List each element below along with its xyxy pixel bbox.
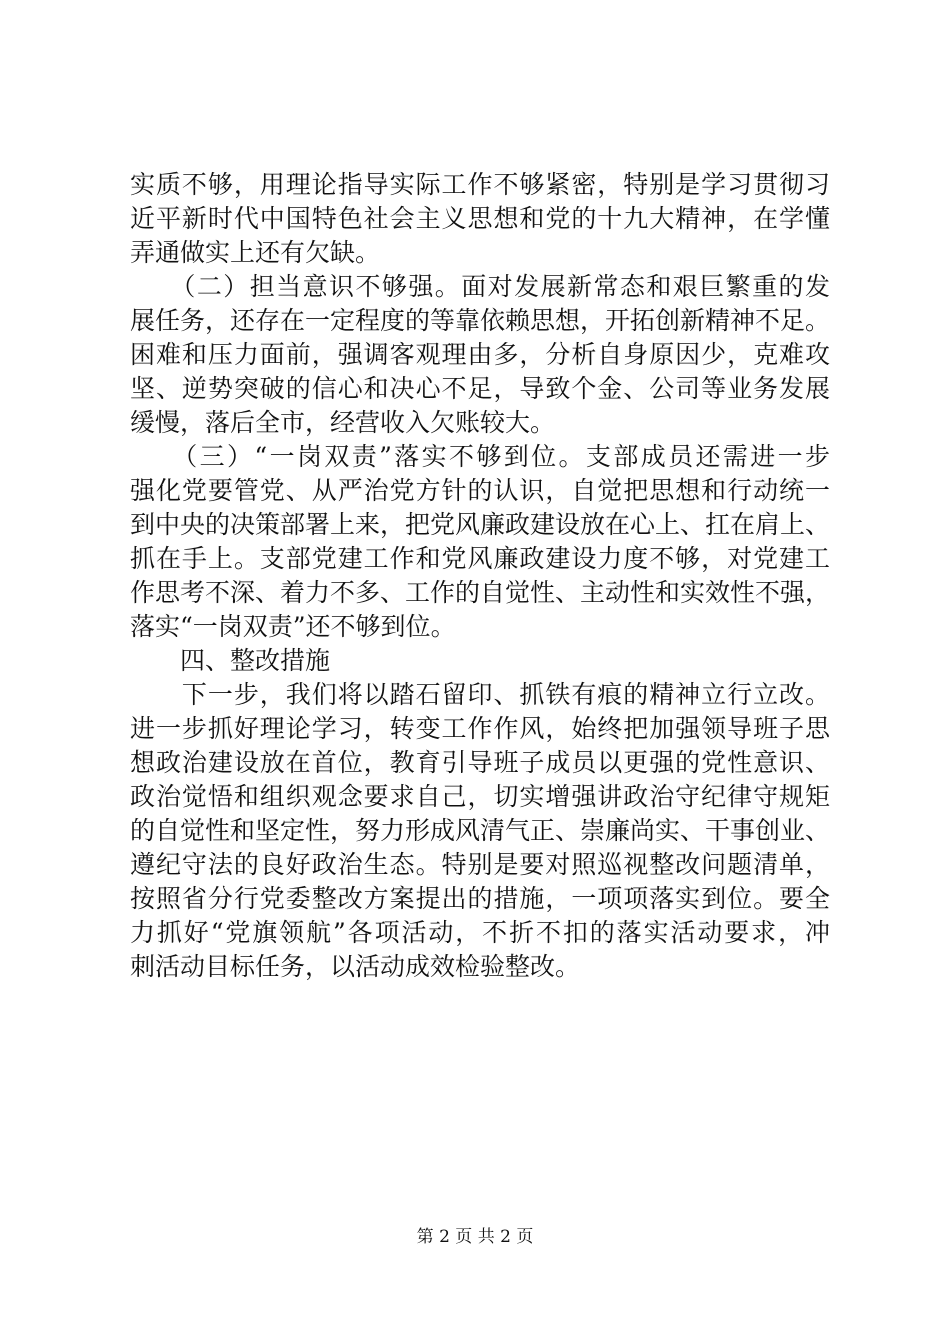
text-line: （二）担当意识不够强。面对发展新常态和艰巨繁重的发 (130, 272, 830, 301)
text-line: （三）“一岗双责”落实不够到位。支部成员还需进一步 (130, 442, 830, 471)
text-line: 想政治建设放在首位，教育引导班子成员以更强的党性意识、 (130, 748, 830, 777)
text-line: 落实“一岗双责”还不够到位。 (130, 612, 456, 641)
document-body (130, 168, 830, 984)
text-line: 下一步，我们将以踏石留印、抓铁有痕的精神立行立改。 (130, 680, 830, 709)
text-line: 遵纪守法的良好政治生态。特别是要对照巡视整改问题清单， (130, 850, 830, 879)
text-line: 进一步抓好理论学习，转变工作作风，始终把加强领导班子思 (130, 714, 830, 743)
text-line: 困难和压力面前，强调客观理由多，分析自身原因少，克难攻 (130, 340, 830, 369)
text-line: 缓慢，落后全市，经营收入欠账较大。 (130, 408, 556, 437)
text-line: 坚、逆势突破的信心和决心不足，导致个金、公司等业务发展 (130, 374, 830, 403)
section-heading: 四、整改措施 (130, 646, 331, 675)
text-line: 按照省分行党委整改方案提出的措施，一项项落实到位。要全 (130, 884, 830, 913)
text-line: 力抓好“党旗领航”各项活动，不折不扣的落实活动要求，冲 (130, 918, 830, 947)
text-line: 刺活动目标任务，以活动成效检验整改。 (130, 952, 581, 981)
text-line: 政治觉悟和组织观念要求自己，切实增强讲政治守纪律守规矩 (130, 782, 830, 811)
page-number-footer: 第 2 页 共 2 页 (416, 1227, 534, 1247)
text-line: 的自觉性和坚定性，努力形成风清气正、崇廉尚实、干事创业、 (130, 816, 831, 845)
text-line: 近平新时代中国特色社会主义思想和党的十九大精神，在学懂 (130, 204, 830, 233)
text-line: 抓在手上。支部党建工作和党风廉政建设力度不够，对党建工 (130, 544, 830, 573)
text-line: 作思考不深、着力不多、工作的自觉性、主动性和实效性不强， (130, 578, 831, 607)
text-line: 展任务，还存在一定程度的等靠依赖思想，开拓创新精神不足。 (130, 306, 831, 335)
text-line: 强化党要管党、从严治党方针的认识，自觉把思想和行动统一 (130, 476, 830, 505)
text-line: 弄通做实上还有欠缺。 (130, 238, 381, 267)
text-line: 到中央的决策部署上来，把党风廉政建设放在心上、扛在肩上、 (130, 510, 831, 539)
text-line: 实质不够，用理论指导实际工作不够紧密，特别是学习贯彻习 (130, 170, 830, 199)
